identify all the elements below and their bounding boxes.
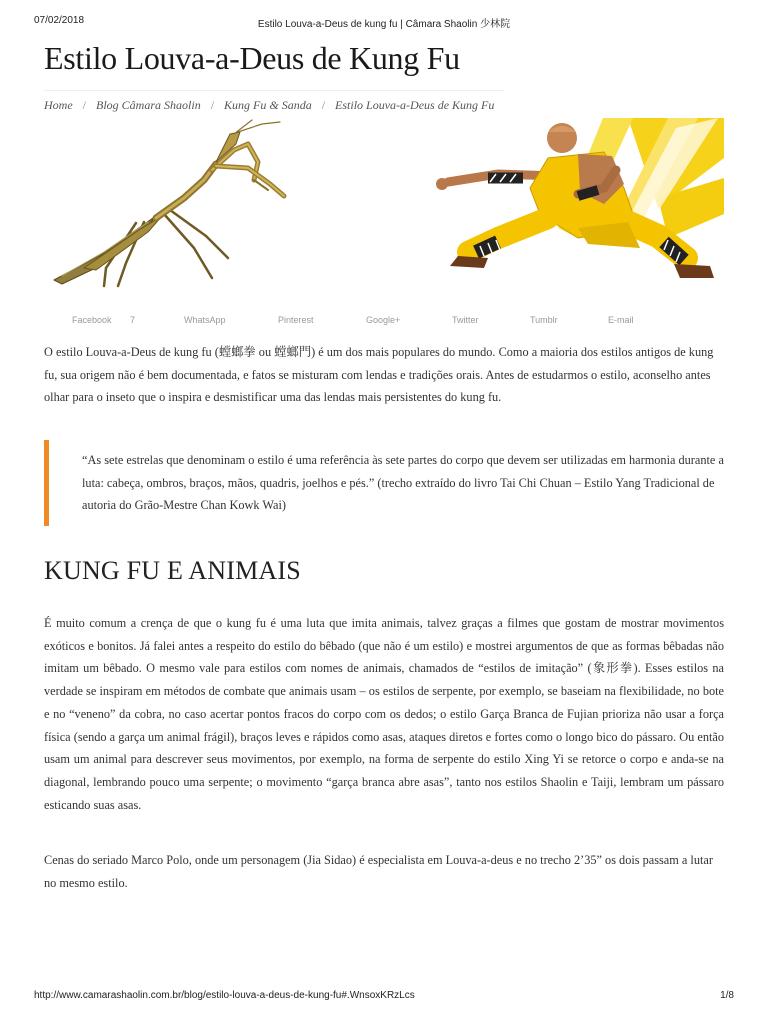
- breadcrumb: [44, 98, 494, 113]
- article-title: Estilo Louva-a-Deus de Kung Fu: [44, 40, 460, 76]
- breadcrumb-separator: /: [321, 98, 326, 112]
- share-facebook-count: 7: [130, 315, 136, 325]
- breadcrumb-blog[interactable]: Blog Câmara Shaolin: [96, 98, 201, 112]
- breadcrumb-separator: /: [210, 98, 215, 112]
- share-email-button[interactable]: E-mail: [608, 315, 634, 325]
- video-caption: Cenas do seriado Marco Polo, onde um personagem (Jia Sidao) é especialista em Louva-a-deus e no trecho 2’35” os dois passam a lutar no mesmo estilo.: [44, 853, 713, 890]
- share-twitter-button[interactable]: Twitter: [452, 315, 479, 325]
- book-quote: [44, 440, 724, 528]
- print-footer: [34, 990, 734, 1004]
- share-googleplus-button[interactable]: Google+: [366, 315, 401, 325]
- print-url: http://www.camarashaolin.com.br/blog/estilo-louva-a-deus-de-kung-fu#.WnsoxKRzLcs: [34, 990, 415, 1001]
- mantis-image: [44, 118, 304, 288]
- share-bar: [44, 315, 724, 329]
- print-page-number: 1/8: [720, 990, 734, 1001]
- print-date: 07/02/2018: [34, 15, 85, 26]
- section-heading: KUNG FU E ANIMAIS: [44, 556, 301, 585]
- kung-fu-monk-image: [428, 118, 724, 286]
- breadcrumb-home[interactable]: Home: [44, 98, 73, 112]
- intro-paragraph: O estilo Louva-a-Deus de kung fu (螳螂拳 ou 螳螂門) é um dos mais populares do mundo. Como a maioria dos estilos antigos de kung fu, sua origem não é bem documentada, e fatos se misturam com lendas e tradições orais. Antes de estudarmos o estilo, aconselho antes olhar para o inseto que o inspira e desmistificar uma das lendas mais persistentes do kung fu.: [44, 345, 714, 405]
- quote-text: “As sete estrelas que denominam o estilo é uma referência às sete partes do corpo que devem ser utilizadas em harmonia durante a luta: cabeça, ombros, braços, mãos, quadris, joelhos e pés.” (trecho extraído do livro Tai Chi Chuan – Estilo Yang Tradicional de autoria do Grão-Mestre Chan Kowk Wai): [82, 453, 724, 512]
- print-doc-title: Estilo Louva-a-Deus de kung fu | Câmara Shaolin 少林院: [257, 19, 511, 30]
- breadcrumb-category[interactable]: Kung Fu & Sanda: [224, 98, 312, 112]
- share-tumblr-button[interactable]: Tumblr: [530, 315, 558, 325]
- print-header: [34, 15, 734, 29]
- quote-accent-bar: [44, 440, 49, 526]
- share-whatsapp-button[interactable]: WhatsApp: [184, 315, 226, 325]
- share-facebook-button[interactable]: Facebook: [72, 315, 112, 325]
- title-divider: [44, 90, 504, 91]
- section-paragraph: É muito comum a crença de que o kung fu é uma luta que imita animais, talvez graças a filmes que gostam de mostrar movimentos exóticos e bonitos. Já falei antes a respeito do estilo do bêbado (que não é um estilo) e mostrei argumentos de que as formas bêbadas não imitam um bêbado. O mesmo vale para estilos com nomes de animais, chamados de “estilos de imitação” (象形拳). Esses estilos na verdade se inspiram em métodos de combate que animais usam – os estilos de serpente, por exemplo, se baseiam na flexibilidade, no bote e no “veneno” da cobra, no caso acertar pontos fracos do corpo com os dedos; o estilo Garça Branca de Fujian prioriza não usar a força física (sendo a garça um animal frágil), braços leves e rápidos como asas, ataques diretos e fortes como o longo bico do pássaro. Ou então usam um animal para descrever seus movimentos, por exemplo, na forma de serpente do estilo Xing Yi se retorce o corpo e anda-se na diagonal, lembrando pouco uma serpente; o movimento “garça branca abre asas”, tanto nos estilos Shaolin e Taiji, lembram um pássaro esticando suas asas.: [44, 616, 724, 812]
- share-pinterest-button[interactable]: Pinterest: [278, 315, 314, 325]
- breadcrumb-separator: /: [82, 98, 87, 112]
- breadcrumb-current: Estilo Louva-a-Deus de Kung Fu: [335, 98, 495, 112]
